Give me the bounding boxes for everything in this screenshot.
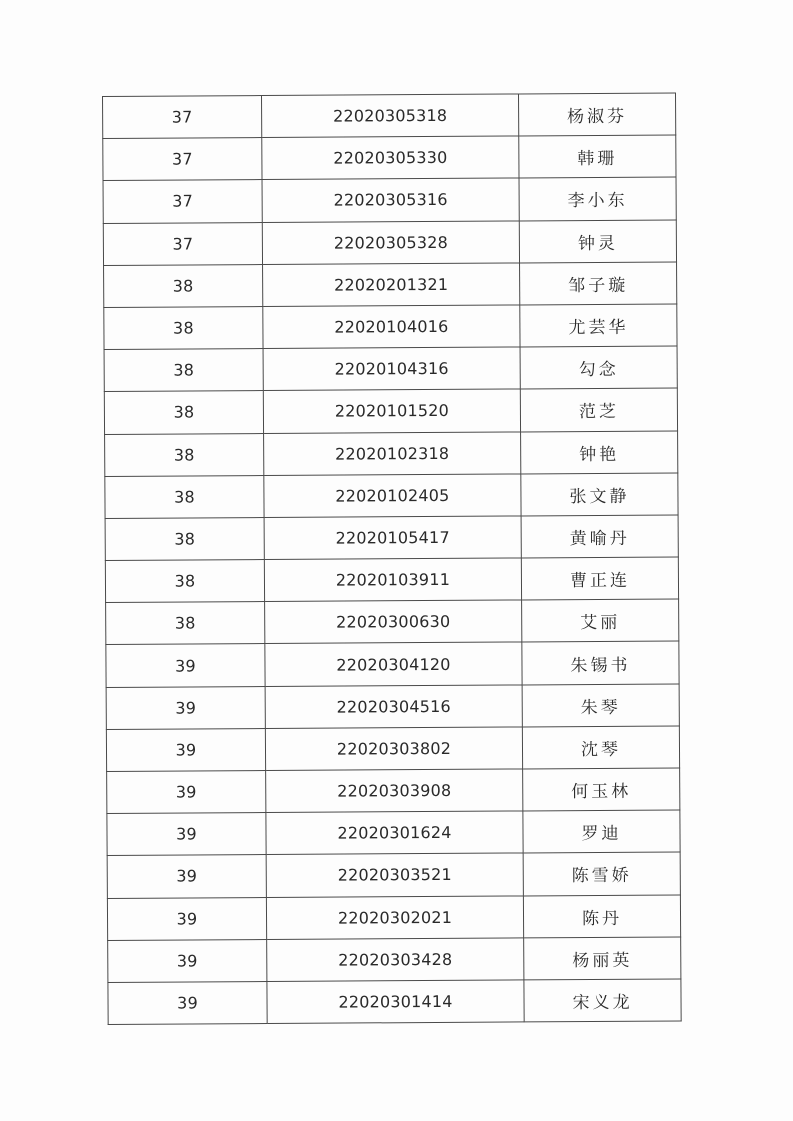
- table-row: [105, 473, 678, 519]
- table-row: [105, 515, 678, 561]
- name-cell: 尤芸华: [520, 304, 677, 347]
- exam-id-cell: 22020102318: [264, 431, 521, 475]
- name-cell: 杨淑芬: [518, 93, 675, 136]
- table-row: [107, 768, 680, 814]
- rank-cell: 39: [106, 686, 265, 729]
- name-cell: 曹正连: [521, 557, 678, 600]
- exam-id-cell: 22020302021: [266, 896, 523, 940]
- table-row: [103, 93, 676, 139]
- table-row: [104, 262, 677, 308]
- name-cell: 韩珊: [519, 135, 676, 178]
- name-cell: 艾丽: [522, 599, 679, 642]
- table-row: [104, 304, 677, 350]
- table-row: [105, 557, 678, 603]
- exam-id-cell: 22020303428: [267, 938, 524, 982]
- rank-cell: 38: [104, 264, 263, 307]
- name-cell: 罗迪: [523, 810, 680, 853]
- name-cell: 杨丽英: [524, 937, 681, 980]
- table-row: [103, 220, 676, 266]
- exam-id-cell: 22020305328: [262, 221, 519, 265]
- table-row: [103, 135, 676, 181]
- table-row: [106, 684, 679, 730]
- name-cell: 钟艳: [521, 430, 678, 473]
- name-cell: 沈琴: [522, 726, 679, 769]
- exam-id-cell: 22020304516: [265, 685, 522, 729]
- name-cell: 何玉林: [523, 768, 680, 811]
- rank-cell: 39: [108, 939, 267, 982]
- table-row: [106, 599, 679, 645]
- table-row: [107, 810, 680, 856]
- exam-id-cell: 22020103911: [264, 558, 521, 602]
- exam-id-cell: 22020301414: [267, 980, 524, 1024]
- exam-id-cell: 22020104016: [263, 305, 520, 349]
- exam-id-cell: 22020305318: [262, 94, 519, 138]
- name-cell: 宋义龙: [524, 979, 681, 1022]
- rank-cell: 38: [106, 602, 265, 645]
- rank-cell: 37: [103, 96, 262, 139]
- name-cell: 陈丹: [523, 895, 680, 938]
- table-row: [103, 177, 676, 223]
- exam-id-cell: 22020303521: [266, 853, 523, 897]
- exam-id-cell: 22020305316: [262, 178, 519, 222]
- rank-cell: 38: [105, 433, 264, 476]
- rank-cell: 39: [106, 728, 265, 771]
- exam-id-cell: 22020101520: [263, 389, 520, 433]
- name-cell: 朱锡书: [522, 641, 679, 684]
- name-cell: 邹子璇: [520, 262, 677, 305]
- exam-id-cell: 22020300630: [265, 600, 522, 644]
- table-row: [108, 937, 681, 983]
- rank-cell: 37: [103, 138, 262, 181]
- roster-table: [102, 92, 682, 1025]
- rank-cell: 39: [106, 644, 265, 687]
- rank-cell: 39: [107, 855, 266, 898]
- table-row: [106, 641, 679, 687]
- rank-cell: 39: [107, 771, 266, 814]
- table-row: [104, 388, 677, 434]
- rank-cell: 38: [105, 517, 264, 560]
- name-cell: 陈雪娇: [523, 852, 680, 895]
- table-row: [107, 852, 680, 898]
- exam-id-cell: 22020305330: [262, 136, 519, 180]
- rank-cell: 38: [104, 391, 263, 434]
- name-cell: 李小东: [519, 177, 676, 220]
- exam-id-cell: 22020303802: [265, 727, 522, 771]
- rank-cell: 38: [104, 349, 263, 392]
- table-row: [105, 430, 678, 476]
- rank-cell: 38: [105, 475, 264, 518]
- exam-id-cell: 22020301624: [266, 811, 523, 855]
- exam-id-cell: 22020303908: [266, 769, 523, 813]
- roster-table-body: [103, 93, 682, 1025]
- name-cell: 张文静: [521, 473, 678, 516]
- name-cell: 黄喻丹: [521, 515, 678, 558]
- rank-cell: 37: [103, 222, 262, 265]
- rank-cell: 38: [105, 560, 264, 603]
- table-row: [104, 346, 677, 392]
- rank-cell: 39: [107, 897, 266, 940]
- rank-cell: 38: [104, 306, 263, 349]
- table-row: [107, 895, 680, 941]
- table-row: [106, 726, 679, 772]
- name-cell: 范芝: [520, 388, 677, 431]
- exam-id-cell: 22020104316: [263, 347, 520, 391]
- name-cell: 勾念: [520, 346, 677, 389]
- name-cell: 朱琴: [522, 684, 679, 727]
- rank-cell: 39: [107, 813, 266, 856]
- name-cell: 钟灵: [519, 220, 676, 263]
- rank-cell: 39: [108, 981, 267, 1024]
- exam-id-cell: 22020304120: [265, 642, 522, 686]
- rank-cell: 37: [103, 180, 262, 223]
- exam-id-cell: 22020201321: [263, 263, 520, 307]
- exam-id-cell: 22020102405: [264, 474, 521, 518]
- table-row: [108, 979, 681, 1025]
- exam-id-cell: 22020105417: [264, 516, 521, 560]
